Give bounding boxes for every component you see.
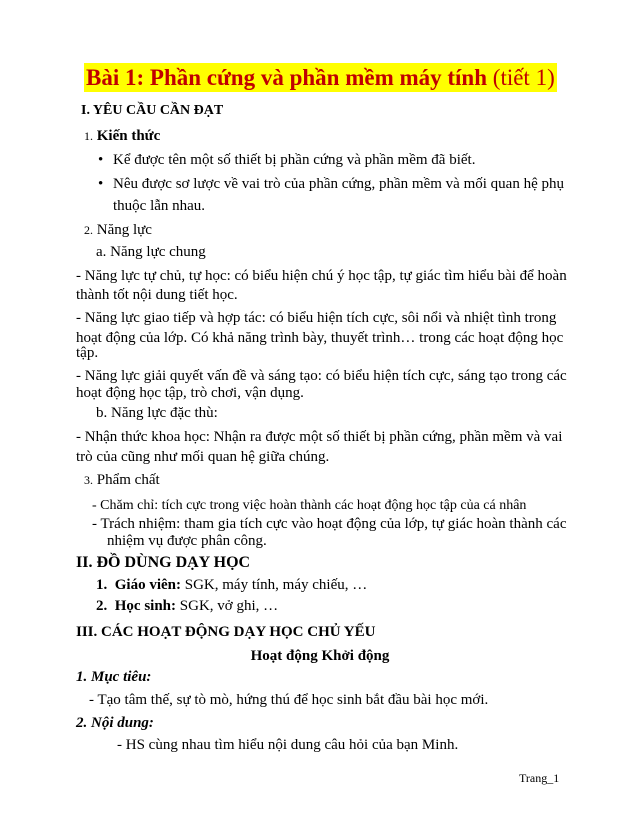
quality-line: - Chăm chỉ: tích cực trong việc hoàn thành các hoạt động học tập của cá nhân [92, 498, 527, 513]
quality-line: - Trách nhiệm: tham gia tích cực vào hoạt động của lớp, tự giác hoàn thành các [92, 516, 567, 532]
activity-title: Hoạt động Khởi động [250, 648, 390, 664]
knowledge-bullet-1-text: Kể được tên một số thiết bị phần cứng và phần mềm đã biết. [113, 152, 476, 168]
knowledge-label: Kiến thức [96, 128, 161, 144]
equipment-teacher-label: Giáo viên: [114, 577, 181, 593]
competence-num: 2. [84, 223, 93, 237]
content-label: 2. Nội dung: [76, 715, 154, 731]
knowledge-bullet-2: • Nêu được sơ lược về vai trò của phần cứng, phần mềm và mối quan hệ phụ [98, 176, 564, 192]
general-competence: a. Năng lực chung [96, 244, 206, 260]
competence-line: - Năng lực giao tiếp và hợp tác: có biểu hiện tích cực, sôi nổi và nhiệt tình trong [76, 310, 557, 326]
section-1-heading: I. YÊU CẦU CẦN ĐẠT [81, 103, 224, 118]
quality-heading [84, 472, 160, 489]
competence-line: tập. [76, 345, 99, 361]
competence-line: thành tốt nội dung tiết học. [76, 287, 238, 303]
knowledge-num: 1. [84, 129, 93, 143]
equipment-student-label: Học sinh: [114, 598, 177, 614]
page-number: Trang_1 [519, 771, 560, 785]
goal-label: 1. Mục tiêu: [76, 669, 152, 685]
specific-competence: b. Năng lực đặc thù: [96, 405, 218, 421]
lesson-title-suffix: (tiết 1) [492, 65, 555, 90]
section-2-heading: II. ĐỒ DÙNG DẠY HỌC [76, 554, 251, 571]
competence-line: hoạt động của lớp. Có khả năng trình bày, thuyết trình… trong các hoạt động học [76, 330, 564, 346]
knowledge-bullet-2-text: Nêu được sơ lược về vai trò của phần cứng, phần mềm và mối quan hệ phụ [113, 176, 564, 192]
lesson-title-main: Bài 1: Phần cứng và phần mềm máy tính [86, 65, 488, 90]
specific-line: - Nhận thức khoa học: Nhận ra được một số thiết bị phần cứng, phần mềm và vai [76, 429, 563, 445]
competence-heading [84, 222, 152, 239]
quality-line: nhiệm vụ được phân công. [107, 533, 267, 549]
knowledge-bullet-2-cont: thuộc lẫn nhau. [113, 198, 206, 214]
equipment-teacher-text: SGK, máy tính, máy chiếu, … [181, 577, 368, 593]
specific-line: trò của cũng như mối quan hệ giữa chúng. [76, 449, 330, 465]
competence-line: - Năng lực giải quyết vấn đề và sáng tạo: có biểu hiện tích cực, sáng tạo trong các [76, 368, 567, 384]
goal-text: - Tạo tâm thế, sự tò mò, hứng thú để học sinh bắt đầu bài học mới. [89, 692, 489, 708]
knowledge-heading [84, 128, 160, 145]
competence-line: - Năng lực tự chủ, tự học: có biểu hiện chú ý học tập, tự giác tìm hiểu bài để hoàn [76, 268, 567, 284]
competence-line: hoạt động học tập, trò chơi, vận dụng. [76, 385, 304, 401]
equipment-teacher-num: 1. [96, 577, 108, 593]
quality-num: 3. [84, 473, 93, 487]
equipment-teacher [96, 577, 367, 594]
knowledge-bullet-1: • Kể được tên một số thiết bị phần cứng và phần mềm đã biết. [98, 152, 476, 168]
competence-label: Năng lực [96, 222, 152, 238]
section-3-heading: III. CÁC HOẠT ĐỘNG DẠY HỌC CHỦ YẾU [76, 624, 376, 640]
content-text: - HS cùng nhau tìm hiểu nội dung câu hỏi của bạn Minh. [117, 737, 459, 753]
equipment-student-text: SGK, vở ghi, … [176, 598, 279, 614]
quality-label: Phẩm chất [96, 472, 160, 488]
equipment-student-num: 2. [96, 598, 108, 614]
lesson-title [84, 63, 557, 92]
equipment-student [96, 598, 278, 615]
